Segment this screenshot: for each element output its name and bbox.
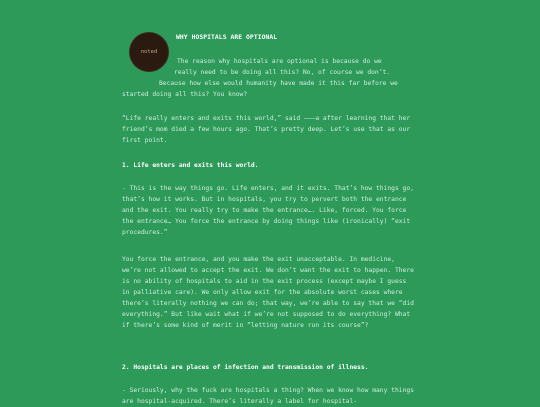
intro-line: Because how else would humanity have made it this far before we xyxy=(159,80,398,87)
section-heading-1: 1. Life enters and exits this world. xyxy=(122,162,259,169)
quote-paragraph: “Life really enters and exits this world,” said ——–a after learning that her friend’s mom died a few hours ago. That’s pretty deep. Let’s use that as our first point. xyxy=(122,115,411,144)
post-title[interactable]: WHY HOSPITALS ARE OPTIONAL xyxy=(176,34,278,41)
intro-line: really need to be doing all this? No, of course we don’t. xyxy=(174,69,391,76)
section-heading-2: 2. Hospitals are places of infection and transmission of illness. xyxy=(122,364,369,371)
section-1-paragraph-1: - This is the way things go. Life enters, and it exits. That’s how things go, that’s how it works. But in hospitals, you try to pervert both the entrance and the exit. You really try to make the entrance…. Like, forced. You force the entrance… You force the entrance by doing things like (ironically) “exit procedures.” xyxy=(122,185,414,236)
avatar-label: noted xyxy=(140,48,158,55)
section-2-paragraph-1: - Seriously, why the fuck are hospitals a thing? When we know how many things are hospital-acquired. There’s literally a label for hospital- xyxy=(122,387,414,405)
intro-line: The reason why hospitals are optional is because do we xyxy=(177,58,382,65)
intro-paragraph xyxy=(122,56,414,100)
intro-line: started doing all this? You know? xyxy=(122,91,248,98)
section-1-paragraph-2: You force the entrance, and you make the exit unacceptable. In medicine, we’re not allowed to accept the exit. We don’t want the exit to happen. There is no ability of hospitals to aid in the exit process (except maybe I guess in palliative care). We only allow exit for the absolute worst cases where there’s literally nothing we can do; that way, we’re able to say that we “did everything.” But like wait what if we’re not supposed to do everything? What if there’s some kind of merit in “letting nature run its course”? xyxy=(122,256,414,329)
